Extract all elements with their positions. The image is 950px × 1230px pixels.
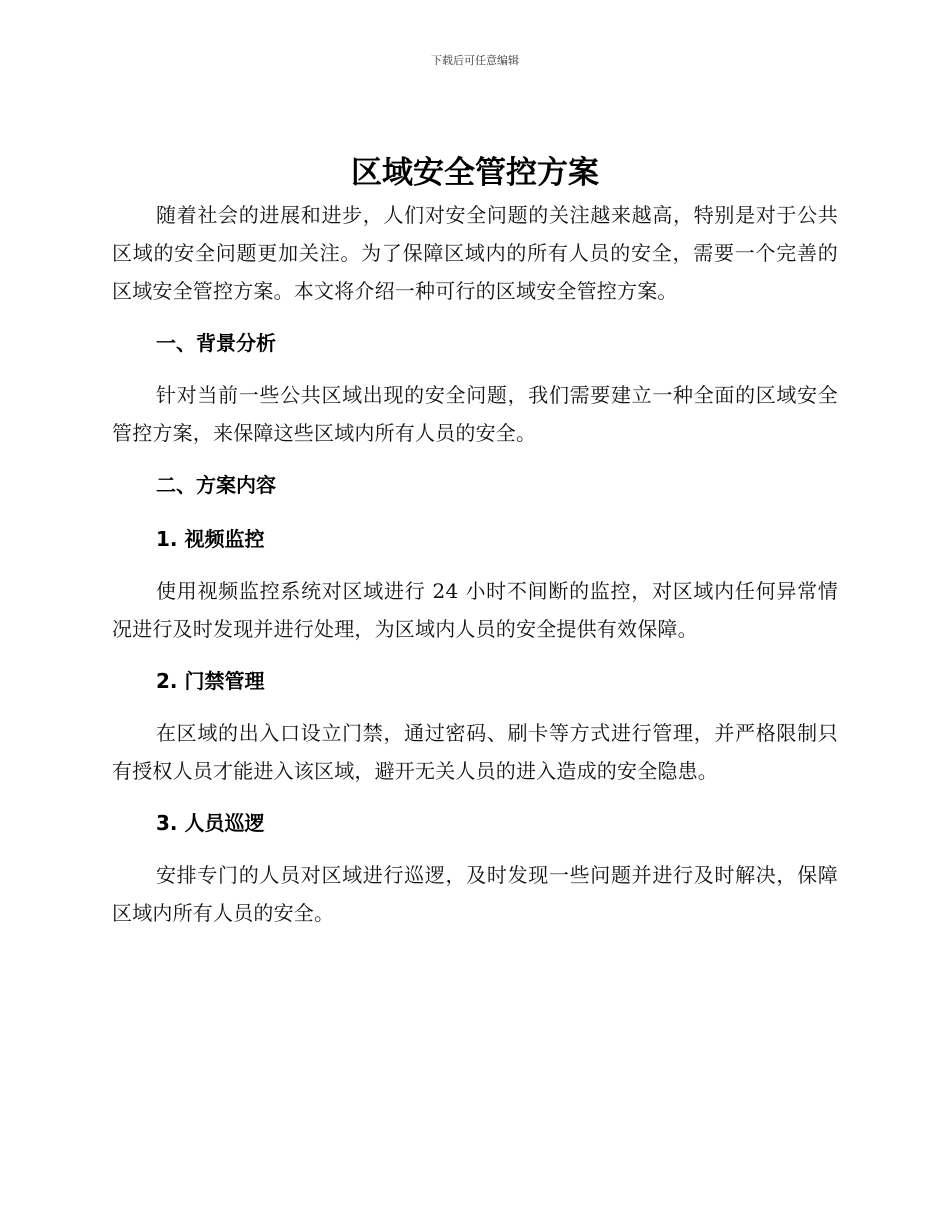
section-heading-plan: 二、方案内容 [156, 473, 276, 497]
subsection-heading-patrol: 3. 人员巡逻 [156, 811, 265, 835]
spacer [112, 842, 838, 856]
patrol-paragraph: 安排专门的人员对区域进行巡逻，及时发现一些问题并进行及时解决，保障区域内所有人员的安全。 [112, 863, 838, 925]
subsection-heading-access: 2. 门禁管理 [156, 669, 265, 693]
document-body [112, 150, 838, 932]
access-paragraph: 在区域的出入口设立门禁，通过密码、刷卡等方式进行管理，并严格限制只有授权人员才能进入该区域，避开无关人员的进入造成的安全隐患。 [112, 721, 838, 783]
spacer [112, 310, 838, 324]
document-title: 区域安全管控方案 [351, 155, 599, 191]
section-heading-background: 一、背景分析 [156, 331, 276, 355]
spacer [112, 790, 838, 804]
subsection-heading-video: 1. 视频监控 [156, 527, 265, 551]
intro-paragraph: 随着社会的进展和进步，人们对安全问题的关注越来越高，特别是对于公共区域的安全问题更加关注。为了保障区域内的所有人员的安全，需要一个完善的区域安全管控方案。本文将介绍一种可行的区域安全管控方案。 [112, 203, 838, 303]
spacer [112, 362, 838, 376]
spacer [112, 648, 838, 662]
page-header-note: 下载后可任意编辑 [431, 54, 519, 67]
spacer [112, 558, 838, 572]
spacer [112, 504, 838, 520]
spacer [112, 452, 838, 466]
background-paragraph: 针对当前一些公共区域出现的安全问题，我们需要建立一种全面的区域安全管控方案，来保障这些区域内所有人员的安全。 [112, 383, 838, 445]
spacer [112, 700, 838, 714]
video-paragraph: 使用视频监控系统对区域进行 24 小时不间断的监控，对区域内任何异常情况进行及时发现并进行处理，为区域内人员的安全提供有效保障。 [112, 579, 838, 641]
